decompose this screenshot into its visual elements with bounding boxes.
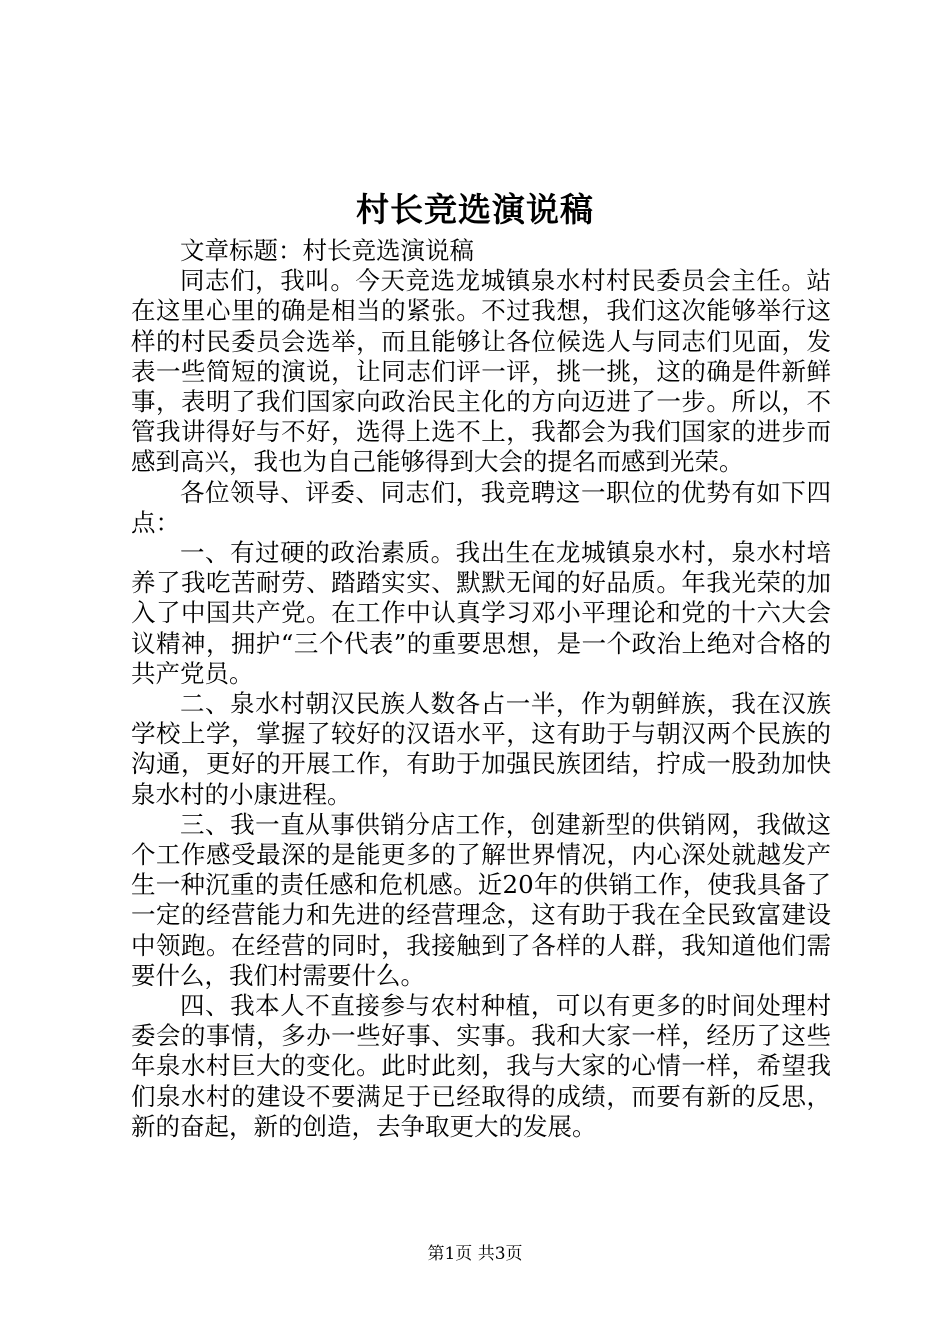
document-body: [131, 236, 831, 1142]
paragraph-intro: 同志们，我叫。今天竞选龙城镇泉水村村民委员会主任。站在这里心里的确是相当的紧张。不过我想，我们这次能够举行这样的村民委员会选举，而且能够让各位候选人与同志们见面，发表一些简短的演说，让同志们评一评，挑一挑，这的确是件新鲜事，表明了我们国家向政治民主化的方向迈进了一步。所以，不管我讲得好与不好，选得上选不上，我都会为我们国家的进步而感到高兴，我也为自己能够得到大会的提名而感到光荣。: [131, 266, 831, 477]
article-title-line: 文章标题：村长竞选演说稿: [180, 236, 474, 265]
paragraph-point-2: 二、泉水村朝汉民族人数各占一半，作为朝鲜族，我在汉族学校上学，掌握了较好的汉语水平，这有助于与朝汉两个民族的沟通，更好的开展工作，有助于加强民族团结，拧成一股劲加快泉水村的小康进程。: [131, 689, 831, 809]
paragraph-advantages-intro: 各位领导、评委、同志们，我竞聘这一职位的优势有如下四点：: [131, 477, 831, 537]
paragraph-point-4: 四、我本人不直接参与农村种植，可以有更多的时间处理村委会的事情，多办一些好事、实事。我和大家一样，经历了这些年泉水村巨大的变化。此时此刻，我与大家的心情一样，希望我们泉水村的建设不要满足于已经取得的成绩，而要有新的反思，新的奋起，新的创造，去争取更大的发展。: [131, 991, 831, 1141]
paragraph-point-1: 一、有过硬的政治素质。我出生在龙城镇泉水村，泉水村培养了我吃苦耐劳、踏踏实实、默默无闻的好品质。年我光荣的加入了中国共产党。在工作中认真学习邓小平理论和党的十六大会议精神，拥护“三个代表”的重要思想，是一个政治上绝对合格的共产党员。: [131, 538, 831, 688]
paragraph-point-3: 三、我一直从事供销分店工作，创建新型的供销网，我做这个工作感受最深的是能更多的了解世界情况，内心深处就越发产生一种沉重的责任感和危机感。近20年的供销工作，使我具备了一定的经营能力和先进的经营理念，这有助于我在全民致富建设中领跑。在经营的同时，我接触到了各样的人群，我知道他们需要什么，我们村需要什么。: [131, 809, 831, 990]
document-title: 村长竞选演说稿: [356, 190, 594, 229]
page-indicator: 第1页 共3页: [427, 1244, 523, 1264]
